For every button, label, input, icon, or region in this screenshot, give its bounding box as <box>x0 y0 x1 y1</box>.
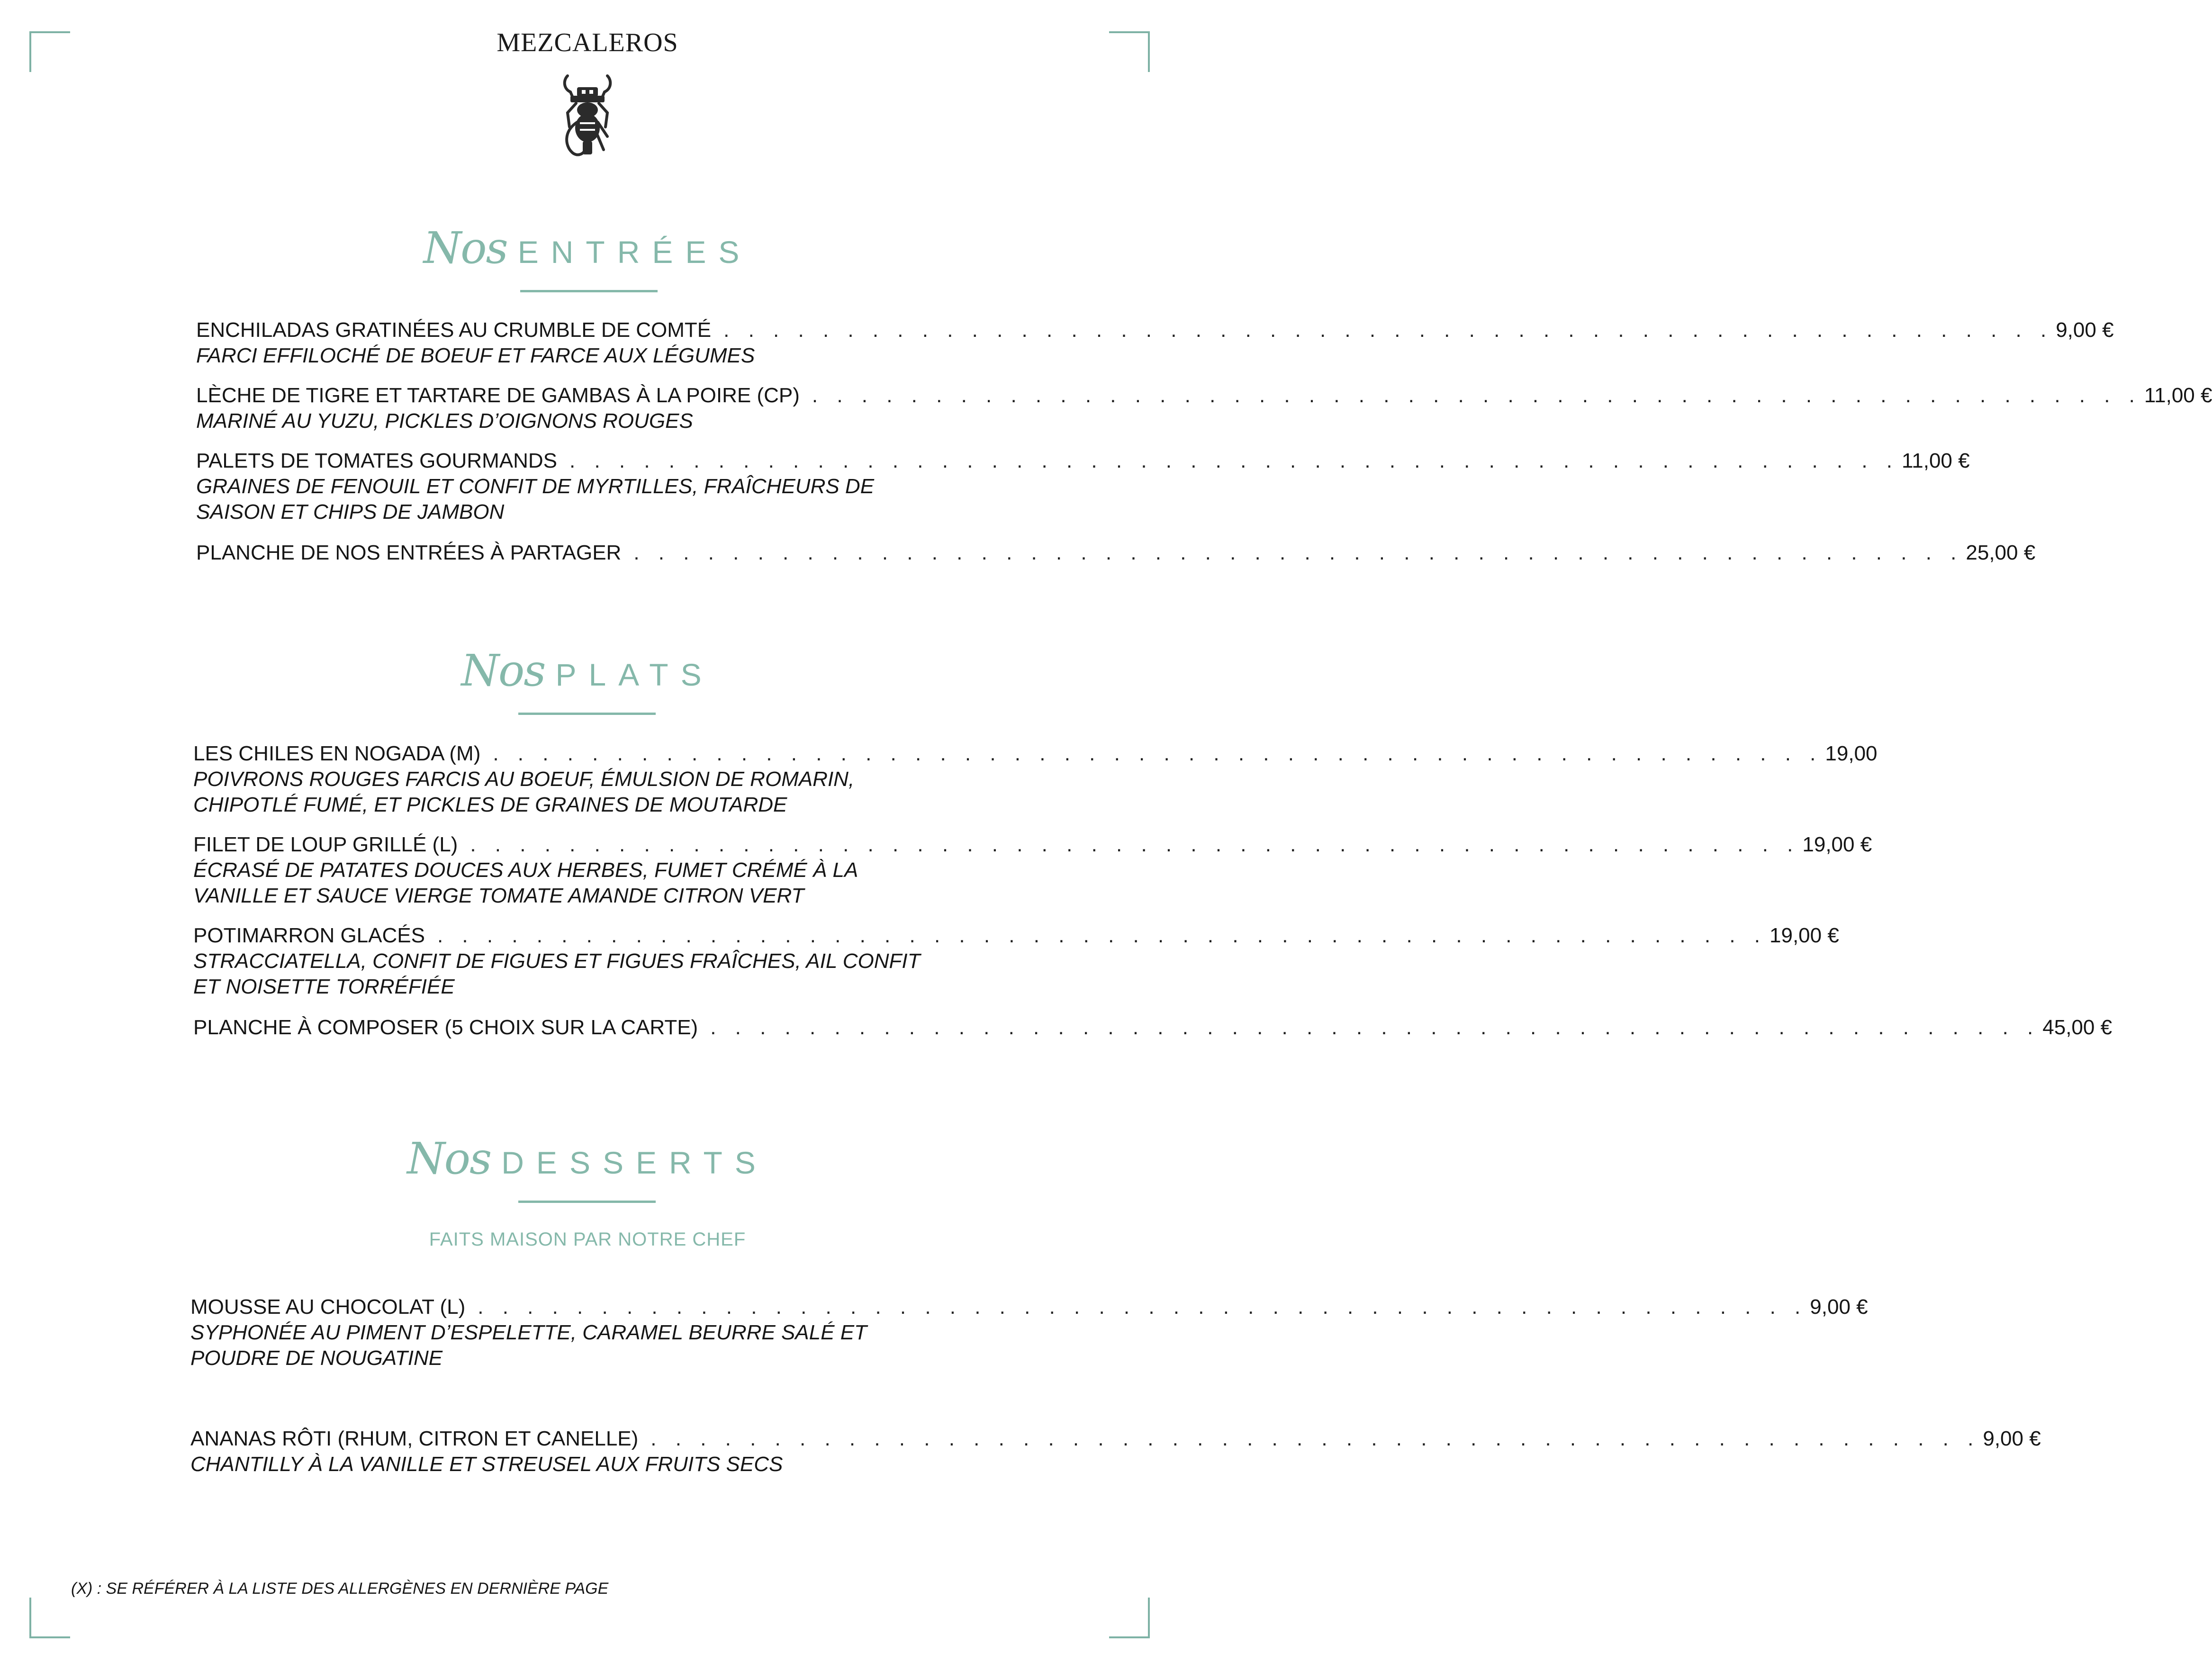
item-description: GRAINES DE FENOUIL ET CONFIT DE MYRTILLES, FRAÎCHEURS DE <box>196 475 875 498</box>
section-title-desserts <box>0 1133 1175 1185</box>
item-name: MOUSSE AU CHOCOLAT (L) <box>190 1295 466 1319</box>
item-description: CHIPOTLÉ FUMÉ, ET PICKLES DE GRAINES DE MOUTARDE <box>193 793 787 816</box>
item-name: FILET DE LOUP GRILLÉ (L) <box>193 833 458 856</box>
section-title-entrees <box>0 223 1175 275</box>
dot-leader: . . . . . . . . . . . . . . . . . . . . . . . . . . . . . . . . . . . . . . . . . . . . . . . . . . . . . . <box>470 833 1800 856</box>
dot-leader: . . . . . . . . . . . . . . . . . . . . . . . . . . . . . . . . . . . . . . . . . . . . . . . . . . . . . . <box>650 1427 1980 1450</box>
menu-item <box>193 832 1872 909</box>
item-price: 11,00 € <box>1902 449 1970 472</box>
section-divider <box>518 713 656 715</box>
section-divider <box>518 1201 656 1203</box>
corner-bracket-bottom-left <box>29 1598 70 1638</box>
menu-item <box>196 383 2212 434</box>
menu-item <box>196 317 2114 369</box>
item-description: POIVRONS ROUGES FARCIS AU BOEUF, ÉMULSION DE ROMARIN, <box>193 768 855 791</box>
item-description: STRACCIATELLA, CONFIT DE FIGUES ET FIGUES FRAÎCHES, AIL CONFIT <box>193 949 921 973</box>
item-price: 19,00 € <box>1770 924 1839 947</box>
menu-item <box>196 540 2036 566</box>
item-description: MARINÉ AU YUZU, PICKLES D’OIGNONS ROUGES <box>196 409 693 433</box>
item-name: ENCHILADAS GRATINÉES AU CRUMBLE DE COMTÉ <box>196 318 712 342</box>
item-name: LÈCHE DE TIGRE ET TARTARE DE GAMBAS À LA POIRE (CP) <box>196 384 800 407</box>
menu-item <box>196 448 1970 525</box>
dot-leader: . . . . . . . . . . . . . . . . . . . . . . . . . . . . . . . . . . . . . . . . . . . . . . . . . . . . . . <box>710 1016 2040 1039</box>
item-price: 45,00 € <box>2042 1016 2113 1039</box>
item-description: ÉCRASÉ DE PATATES DOUCES AUX HERBES, FUMET CRÉMÉ À LA <box>193 858 858 882</box>
dot-leader: . . . . . . . . . . . . . . . . . . . . . . . . . . . . . . . . . . . . . . . . . . . . . . . . . . . . . . <box>812 384 2141 407</box>
section-title-plats <box>0 645 1175 697</box>
dot-leader: . . . . . . . . . . . . . . . . . . . . . . . . . . . . . . . . . . . . . . . . . . . . . . . . . . . . . . <box>723 318 2053 342</box>
item-description: CHANTILLY À LA VANILLE ET STREUSEL AUX FRUITS SECS <box>190 1453 783 1476</box>
item-name: PLANCHE À COMPOSER (5 CHOIX SUR LA CARTE) <box>193 1016 698 1039</box>
menu-item <box>193 923 1839 1000</box>
item-description: POUDRE DE NOUGATINE <box>190 1346 443 1370</box>
item-description: SAISON ET CHIPS DE JAMBON <box>196 500 505 524</box>
item-description: ET NOISETTE TORRÉFIÉE <box>193 975 455 998</box>
section-heading: ENTRÉES <box>517 235 752 270</box>
scorpion-emblem-icon <box>549 70 626 165</box>
dot-leader: . . . . . . . . . . . . . . . . . . . . . . . . . . . . . . . . . . . . . . . . . . . . . . . . . . . . . . <box>437 924 1767 947</box>
item-price: 9,00 € <box>1983 1427 2041 1450</box>
brand-name: MEZCALEROS <box>497 28 678 57</box>
menu-item <box>193 1015 2113 1040</box>
item-price: 9,00 € <box>2056 318 2114 342</box>
section-heading: DESSERTS <box>501 1145 768 1180</box>
item-description: FARCI EFFILOCHÉ DE BOEUF ET FARCE AUX LÉGUMES <box>196 344 755 367</box>
section-heading: PLATS <box>555 657 714 692</box>
item-name: LES CHILES EN NOGADA (M) <box>193 742 481 765</box>
section-script-nos: Nos <box>407 1133 491 1184</box>
allergen-footnote: (X) : SE RÉFÉRER À LA LISTE DES ALLERGÈNES EN DERNIÈRE PAGE <box>71 1580 609 1598</box>
menu-item <box>193 741 1878 818</box>
dot-leader: . . . . . . . . . . . . . . . . . . . . . . . . . . . . . . . . . . . . . . . . . . . . . . . . . . . . . . <box>569 449 1899 472</box>
item-price: 19,00 <box>1825 742 1878 765</box>
dot-leader: . . . . . . . . . . . . . . . . . . . . . . . . . . . . . . . . . . . . . . . . . . . . . . . . . . . . . . <box>478 1295 1807 1319</box>
dot-leader: . . . . . . . . . . . . . . . . . . . . . . . . . . . . . . . . . . . . . . . . . . . . . . . . . . . . . . <box>633 541 1963 564</box>
item-price: 9,00 € <box>1810 1295 1868 1319</box>
item-description: VANILLE ET SAUCE VIERGE TOMATE AMANDE CITRON VERT <box>193 884 804 907</box>
item-name: ANANAS RÔTI (RHUM, CITRON ET CANELLE) <box>190 1427 639 1450</box>
menu-item <box>190 1426 2041 1477</box>
section-script-nos: Nos <box>423 223 507 273</box>
dot-leader: . . . . . . . . . . . . . . . . . . . . . . . . . . . . . . . . . . . . . . . . . . . . . . . . . . . . . . <box>493 742 1823 765</box>
item-price: 19,00 € <box>1802 833 1872 856</box>
item-name: POTIMARRON GLACÉS <box>193 924 425 947</box>
item-description: SYPHONÉE AU PIMENT D’ESPELETTE, CARAMEL BEURRE SALÉ ET <box>190 1321 867 1344</box>
menu-item <box>190 1294 1868 1371</box>
section-divider <box>520 290 658 292</box>
section-subtitle: FAITS MAISON PAR NOTRE CHEF <box>429 1229 746 1250</box>
item-price: 25,00 € <box>1966 541 2036 564</box>
section-script-nos: Nos <box>461 645 545 696</box>
item-price: 11,00 € <box>2144 384 2212 407</box>
corner-bracket-bottom-right <box>1109 1598 1150 1638</box>
item-name: PLANCHE DE NOS ENTRÉES À PARTAGER <box>196 541 622 564</box>
item-name: PALETS DE TOMATES GOURMANDS <box>196 449 557 472</box>
